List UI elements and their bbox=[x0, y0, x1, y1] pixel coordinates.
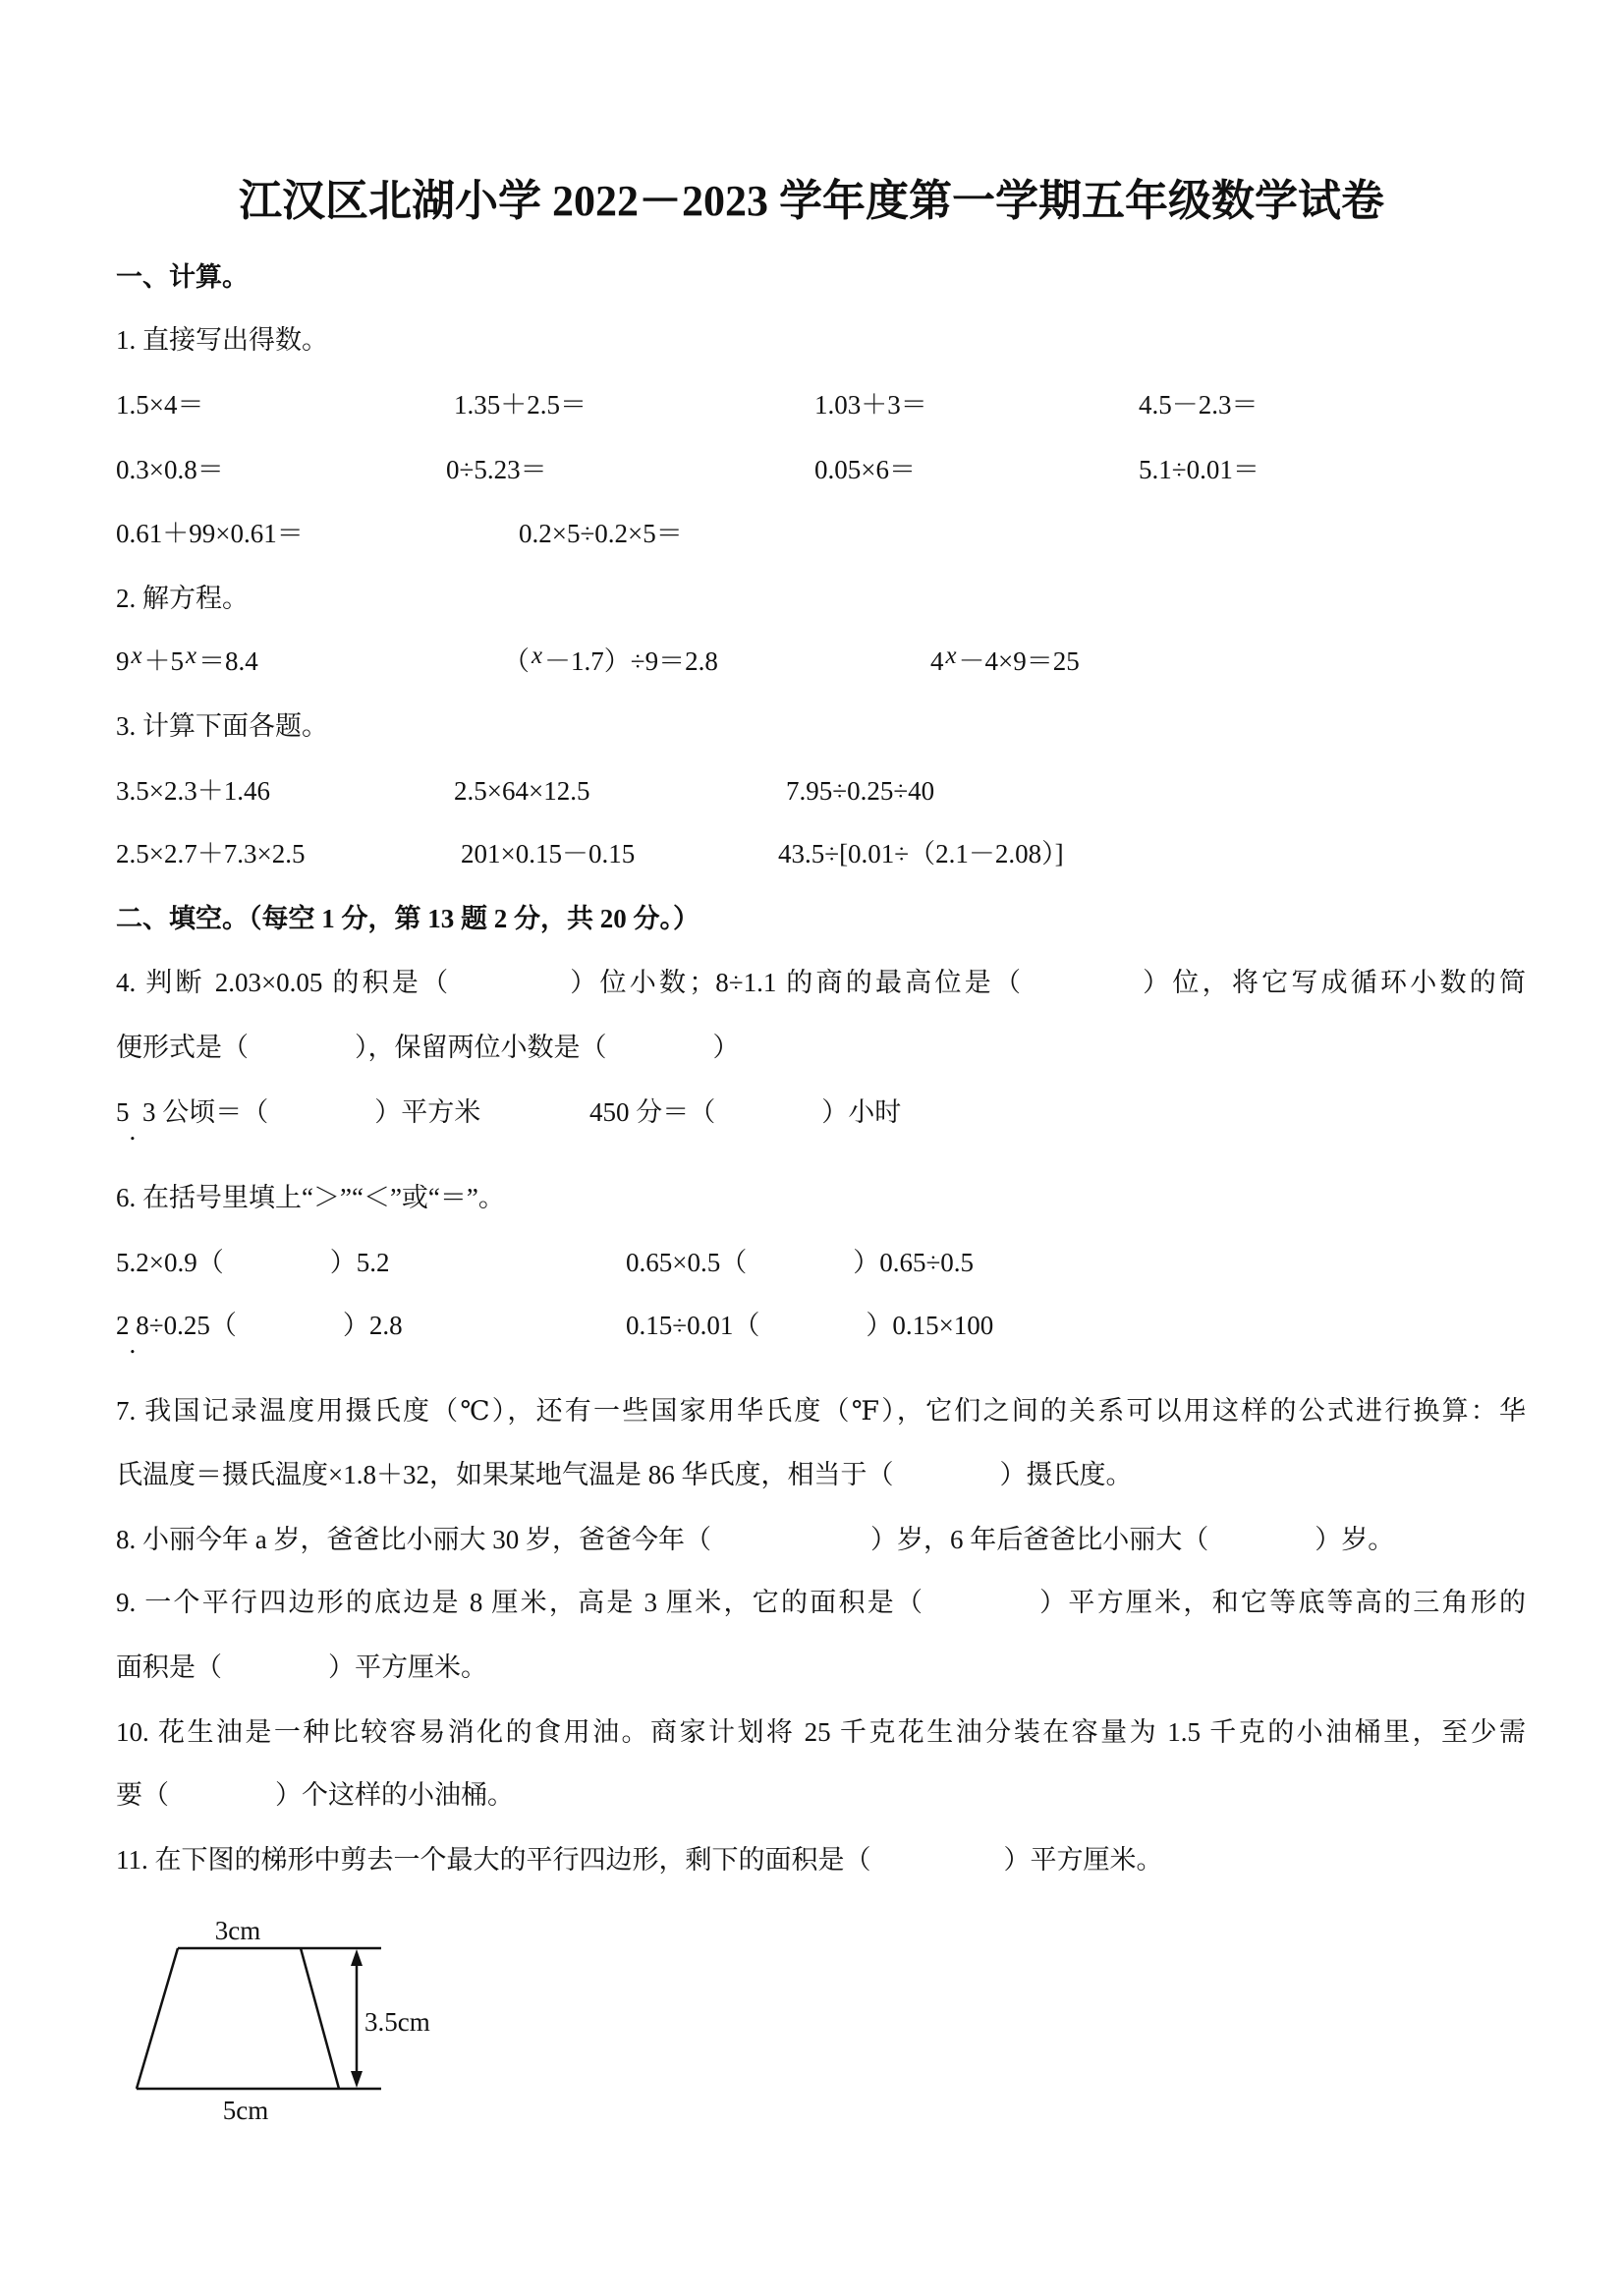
variable-x: x bbox=[531, 642, 543, 669]
q1-item: 1.5×4＝ bbox=[116, 390, 204, 420]
q7-line: 氏温度＝摄氏温度×1.8＋32，如果某地气温是 86 华氏度，相当于（ ）摄氏度。 bbox=[116, 1460, 1133, 1489]
top-base-label: 3cm bbox=[214, 1916, 261, 1945]
section-2-heading: 二、填空。（每空 1 分，第 13 题 2 分，共 20 分。） bbox=[116, 904, 700, 933]
q10-line: 10. 花生油是一种比较容易消化的食用油。商家计划将 25 千克花生油分装在容量为 1.5 千克的小油桶里，至少需 bbox=[116, 1717, 1526, 1747]
q2-prompt: 2. 解方程。 bbox=[116, 584, 249, 613]
q11-line: 11. 在下图的梯形中剪去一个最大的平行四边形，剩下的面积是（ ）平方厘米。 bbox=[116, 1845, 1163, 1875]
height-arrow-bottom bbox=[351, 2071, 363, 2088]
q3-prompt: 3. 计算下面各题。 bbox=[116, 711, 328, 741]
q3-item: 2.5×2.7＋7.3×2.5 bbox=[116, 839, 306, 868]
q1-item: 0.3×0.8＝ bbox=[116, 455, 224, 484]
q2-equation: （x－1.7）÷9＝2.8 bbox=[503, 642, 718, 676]
q8-line: 8. 小丽今年 a 岁，爸爸比小丽大 30 岁，爸爸今年（ ）岁，6 年后爸爸比小丽大（ ）岁。 bbox=[116, 1525, 1395, 1554]
q1-item: 0÷5.23＝ bbox=[446, 455, 547, 484]
left-leg-line bbox=[137, 1948, 178, 2089]
q6-item: 0.65×0.5（ ）0.65÷0.5 bbox=[626, 1248, 975, 1277]
q4-line: 4. 判断 2.03×0.05 的积是（ ）位小数；8÷1.1 的商的最高位是（ ）位，将它写成循环小数的简 bbox=[116, 968, 1526, 997]
section-1-heading: 一、计算。 bbox=[116, 262, 249, 292]
q3-item: 7.95÷0.25÷40 bbox=[786, 776, 935, 806]
q1-prompt: 1. 直接写出得数。 bbox=[116, 325, 328, 355]
q2-equation: 4x－4×9＝25 bbox=[930, 642, 1080, 676]
height-label: 3.5cm bbox=[364, 2007, 430, 2037]
variable-x: x bbox=[185, 642, 197, 669]
q6-prompt: 6. 在括号里填上“＞”“＜”或“＝”。 bbox=[116, 1183, 505, 1212]
bottom-base-label: 5cm bbox=[222, 2096, 269, 2125]
q1-item: 4.5－2.3＝ bbox=[1139, 390, 1259, 420]
variable-x: x bbox=[945, 642, 957, 669]
q4-line: 便形式是（ ），保留两位小数是（ ） bbox=[116, 1033, 740, 1062]
q3-item: 3.5×2.3＋1.46 bbox=[116, 776, 270, 806]
q1-item: 1.03＋3＝ bbox=[814, 390, 927, 420]
q3-item: 2.5×64×12.5 bbox=[454, 776, 590, 806]
q1-item: 0.2×5÷0.2×5＝ bbox=[519, 519, 683, 548]
q9-line: 面积是（ ）平方厘米。 bbox=[116, 1652, 487, 1682]
q3-item: 201×0.15－0.15 bbox=[461, 839, 636, 868]
variable-x: x bbox=[131, 642, 142, 669]
q6-item: 2.8÷0.25（ ）2.8 bbox=[116, 1311, 403, 1359]
q6-item: 5.2×0.9（ ）5.2 bbox=[116, 1248, 390, 1277]
q7-line: 7. 我国记录温度用摄氏度（℃），还有一些国家用华氏度（℉），它们之间的关系可以用这样的公式进行换算：华 bbox=[116, 1396, 1526, 1426]
q1-item: 0.05×6＝ bbox=[814, 455, 916, 484]
right-leg-line bbox=[301, 1948, 339, 2089]
trapezoid-figure bbox=[98, 1896, 472, 2137]
lowered-dot: . bbox=[129, 1115, 137, 1146]
lowered-dot: . bbox=[129, 1328, 137, 1359]
q2-equation: 9x＋5x＝8.4 bbox=[116, 642, 258, 676]
q10-line: 要（ ）个这样的小油桶。 bbox=[116, 1780, 514, 1810]
q6-item: 0.15÷0.01（ ）0.15×100 bbox=[626, 1311, 994, 1340]
exam-title: 江汉区北湖小学 2022－2023 学年度第一学期五年级数学试卷 bbox=[239, 177, 1384, 225]
q5-item: 5. 3 公顷＝（ ）平方米 bbox=[116, 1097, 481, 1146]
q1-item: 5.1÷0.01＝ bbox=[1139, 455, 1259, 484]
q3-item: 43.5÷[0.01÷（2.1－2.08）] bbox=[778, 839, 1064, 868]
q5-item: 450 分＝（ ）小时 bbox=[589, 1097, 902, 1127]
q1-item: 0.61＋99×0.61＝ bbox=[116, 519, 304, 548]
q9-line: 9. 一个平行四边形的底边是 8 厘米，高是 3 厘米，它的面积是（ ）平方厘米，和它等底等高的三角形的 bbox=[116, 1588, 1526, 1617]
height-arrow-top bbox=[351, 1949, 363, 1966]
q1-item: 1.35＋2.5＝ bbox=[454, 390, 587, 420]
